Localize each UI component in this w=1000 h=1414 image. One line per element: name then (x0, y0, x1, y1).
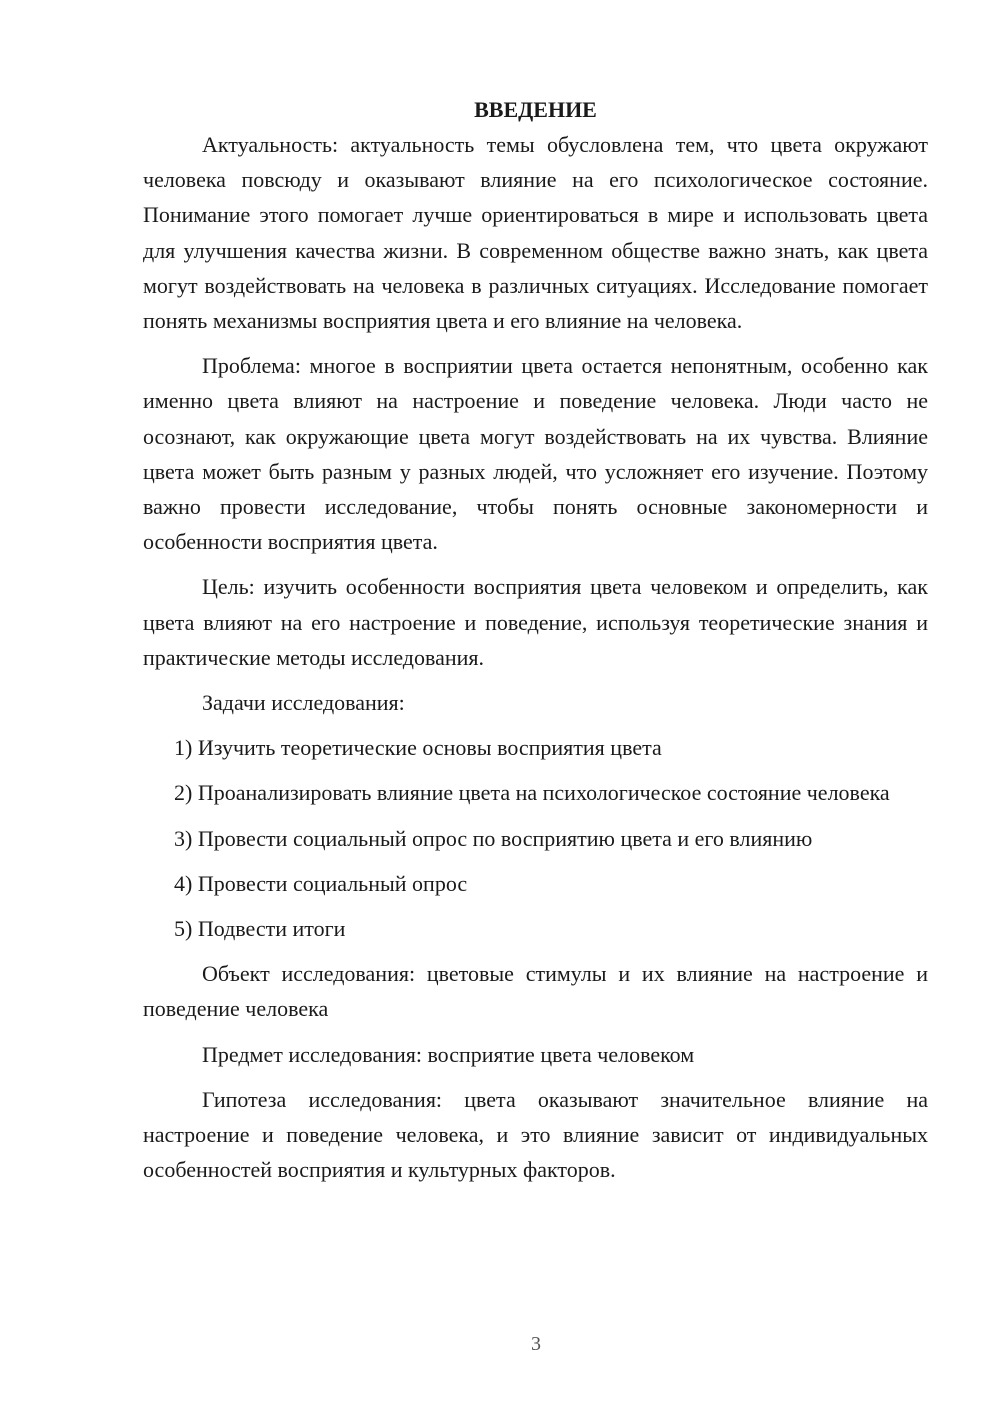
paragraph-subject: Предмет исследования: восприятие цвета человеком (202, 1041, 695, 1067)
task-item-2: 2) Проанализировать влияние цвета на психологическое состояние человека (174, 780, 890, 806)
task-item-4: 4) Провести социальный опрос (174, 870, 468, 896)
paragraph-goal: Цель: изучить особенности восприятия цвета человеком и определить, как цвета влияют на его настроение и поведение, используя теоретические знания и практические методы исследования. (143, 574, 928, 670)
paragraph-hypothesis: Гипотеза исследования: цвета оказывают значительное влияние на настроение и поведение человека, и это влияние зависит от индивидуальных особенностей восприятия и культурных факторов. (143, 1086, 928, 1183)
page-title: ВВЕДЕНИЕ (474, 97, 597, 122)
paragraph-object: Объект исследования: цветовые стимулы и их влияние на настроение и поведение человека (143, 961, 928, 1022)
task-item-3: 3) Провести социальный опрос по восприятию цвета и его влиянию (174, 825, 813, 851)
paragraph-relevance: Актуальность: актуальность темы обусловлена тем, что цвета окружают человека повсюду и оказывают влияние на его психологическое состояние. Понимание этого помогает лучше ориентироваться в мире и использовать цвета для улучшения качества жизни. В современном обществе важно знать, как цвета могут воздействовать на человека в различных ситуациях. Исследование помогает понять механизмы восприятия цвета и его влияние на человека. (143, 132, 928, 334)
page-number: 3 (531, 1333, 541, 1355)
task-item-1: 1) Изучить теоретические основы восприятия цвета (174, 735, 662, 761)
task-item-5: 5) Подвести итоги (174, 916, 346, 942)
paragraph-problem: Проблема: многое в восприятии цвета остается непонятным, особенно как именно цвета влияют на настроение и поведение человека. Люди часто не осознают, как окружающие цвета могут воздействовать на их чувства. Влияние цвета может быть разным у разных людей, что усложняет его изучение. Поэтому важно провести исследование, чтобы понять основные закономерности и особенности восприятия цвета. (143, 353, 928, 555)
tasks-heading: Задачи исследования: (202, 690, 405, 716)
document-page (143, 92, 928, 1197)
